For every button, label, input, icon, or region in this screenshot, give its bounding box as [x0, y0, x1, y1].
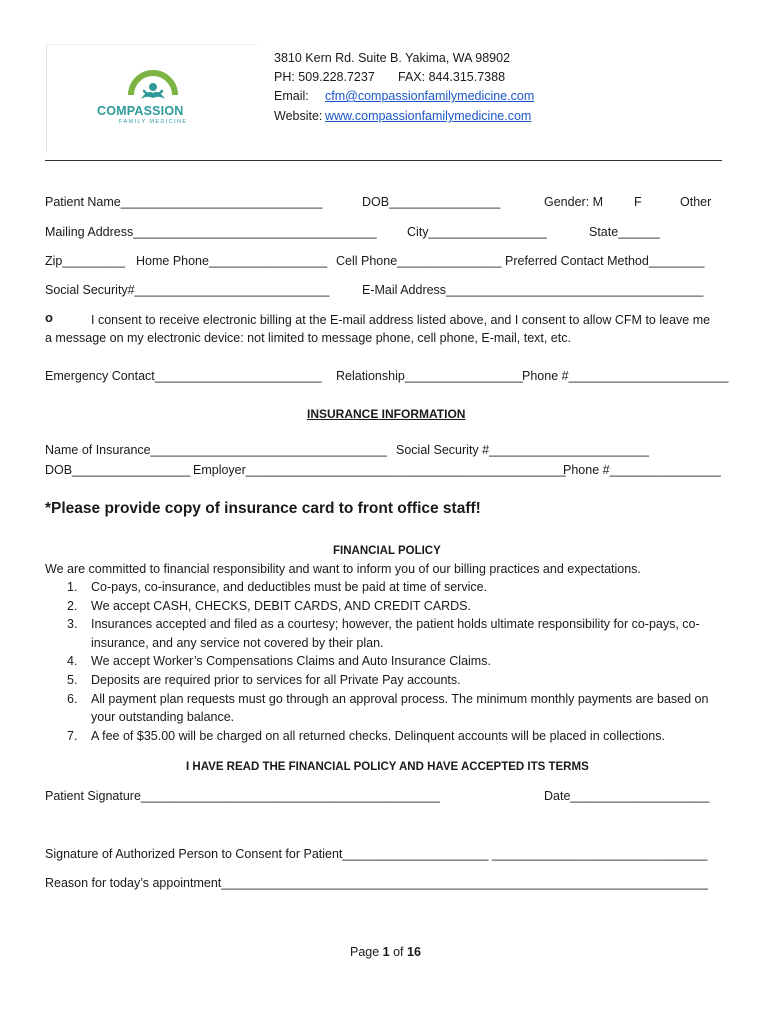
list-item: 6. All payment plan requests must go through an approval process. The minimum monthly payments are based on your outstanding balance.: [67, 691, 709, 725]
state-field[interactable]: State______: [589, 225, 660, 239]
home-phone-field[interactable]: Home Phone_________________: [136, 254, 328, 268]
insurance-phone-field[interactable]: Phone #________________: [563, 463, 721, 477]
consent-checkbox[interactable]: o: [45, 310, 53, 325]
list-item: 2. We accept CASH, CHECKS, DEBIT CARDS, AND CREDIT CARDS.: [67, 598, 471, 613]
city-field[interactable]: City_________________: [407, 225, 547, 239]
list-item: 3. Insurances accepted and filed as a courtesy; however, the patient holds ultimate responsibility for co-pays, co-insurance, and any service not covered by their plan.: [67, 617, 700, 650]
list-item: 4. We accept Worker’s Compensations Claims and Auto Insurance Claims.: [67, 654, 491, 669]
financial-policy-list: [45, 578, 725, 745]
gender-f-option[interactable]: F: [634, 195, 642, 209]
clinic-website-link[interactable]: www.compassionfamilymedicine.com: [325, 109, 532, 123]
signature-date-field[interactable]: Date____________________: [544, 789, 710, 803]
clinic-email-link[interactable]: cfm@compassionfamilymedicine.com: [325, 89, 535, 103]
policy-acknowledgement: I HAVE READ THE FINANCIAL POLICY AND HAVE ACCEPTED ITS TERMS: [186, 761, 589, 773]
page-number: Page 1 of 16: [350, 945, 421, 959]
list-item: 7. A fee of $35.00 will be charged on all returned checks. Delinquent accounts will be placed in collections.: [67, 728, 665, 743]
preferred-contact-field[interactable]: Preferred Contact Method________: [505, 254, 705, 268]
gender-m-option[interactable]: Gender: M: [544, 195, 604, 209]
email-label: Email:: [274, 89, 309, 103]
clinic-fax: FAX: 844.315.7388: [398, 70, 506, 84]
dob-field[interactable]: DOB________________: [362, 195, 501, 209]
email-address-field[interactable]: E-Mail Address_____________________________________: [362, 283, 704, 297]
appointment-reason-field[interactable]: Reason for today’s appointment______________________________________________________________________: [45, 876, 708, 890]
emergency-contact-field[interactable]: Emergency Contact________________________: [45, 369, 322, 383]
list-item: 5. Deposits are required prior to services for all Private Pay accounts.: [67, 672, 461, 687]
financial-policy-heading: FINANCIAL POLICY: [333, 545, 441, 557]
patient-name-field[interactable]: Patient Name_____________________________: [45, 195, 323, 209]
relationship-field[interactable]: Relationship_________________: [336, 369, 523, 383]
financial-policy-intro: We are committed to financial responsibility and want to inform you of our billing practices and expectations.: [45, 562, 641, 576]
list-item: 1. Co-pays, co-insurance, and deductibles must be paid at time of service.: [67, 580, 488, 594]
insurance-heading: INSURANCE INFORMATION: [307, 407, 466, 421]
insurance-name-field[interactable]: Name of Insurance__________________________________: [45, 443, 387, 457]
logo-subtitle: FAMILY MEDICINE: [119, 119, 188, 125]
insurance-dob-field[interactable]: DOB_________________: [45, 463, 191, 477]
logo-name: COMPASSION: [97, 104, 184, 118]
insurance-card-notice: *Please provide copy of insurance card to front office staff!: [45, 500, 481, 517]
compassion-logo-icon: [119, 65, 189, 105]
emergency-phone-field[interactable]: Phone #_______________________: [522, 369, 729, 383]
consent-text-line2: a message on my electronic device: not limited to message phone, cell phone, E-mail, text, etc.: [45, 331, 571, 345]
mailing-address-field[interactable]: Mailing Address___________________________________: [45, 225, 377, 239]
consent-text-line1: I consent to receive electronic billing at the E-mail address listed above, and I consent to allow CFM to leave me: [91, 313, 711, 327]
insurance-ssn-field[interactable]: Social Security #_______________________: [396, 443, 649, 457]
website-label: Website:: [274, 109, 323, 123]
authorized-signature-field[interactable]: Signature of Authorized Person to Consent for Patient_____________________ _______________________________: [45, 847, 708, 861]
zip-field[interactable]: Zip_________: [45, 254, 125, 268]
header-divider: [45, 160, 722, 161]
patient-signature-field[interactable]: Patient Signature___________________________________________: [45, 789, 440, 803]
clinic-phone: PH: 509.228.7237: [274, 70, 375, 84]
employer-field[interactable]: Employer______________________________________________: [193, 463, 566, 477]
social-security-field[interactable]: Social Security#____________________________: [45, 283, 330, 297]
clinic-address: 3810 Kern Rd. Suite B. Yakima, WA 98902: [274, 51, 511, 65]
cell-phone-field[interactable]: Cell Phone_______________: [336, 254, 502, 268]
gender-other-option[interactable]: Other: [680, 195, 712, 209]
logo-block: [46, 44, 257, 153]
